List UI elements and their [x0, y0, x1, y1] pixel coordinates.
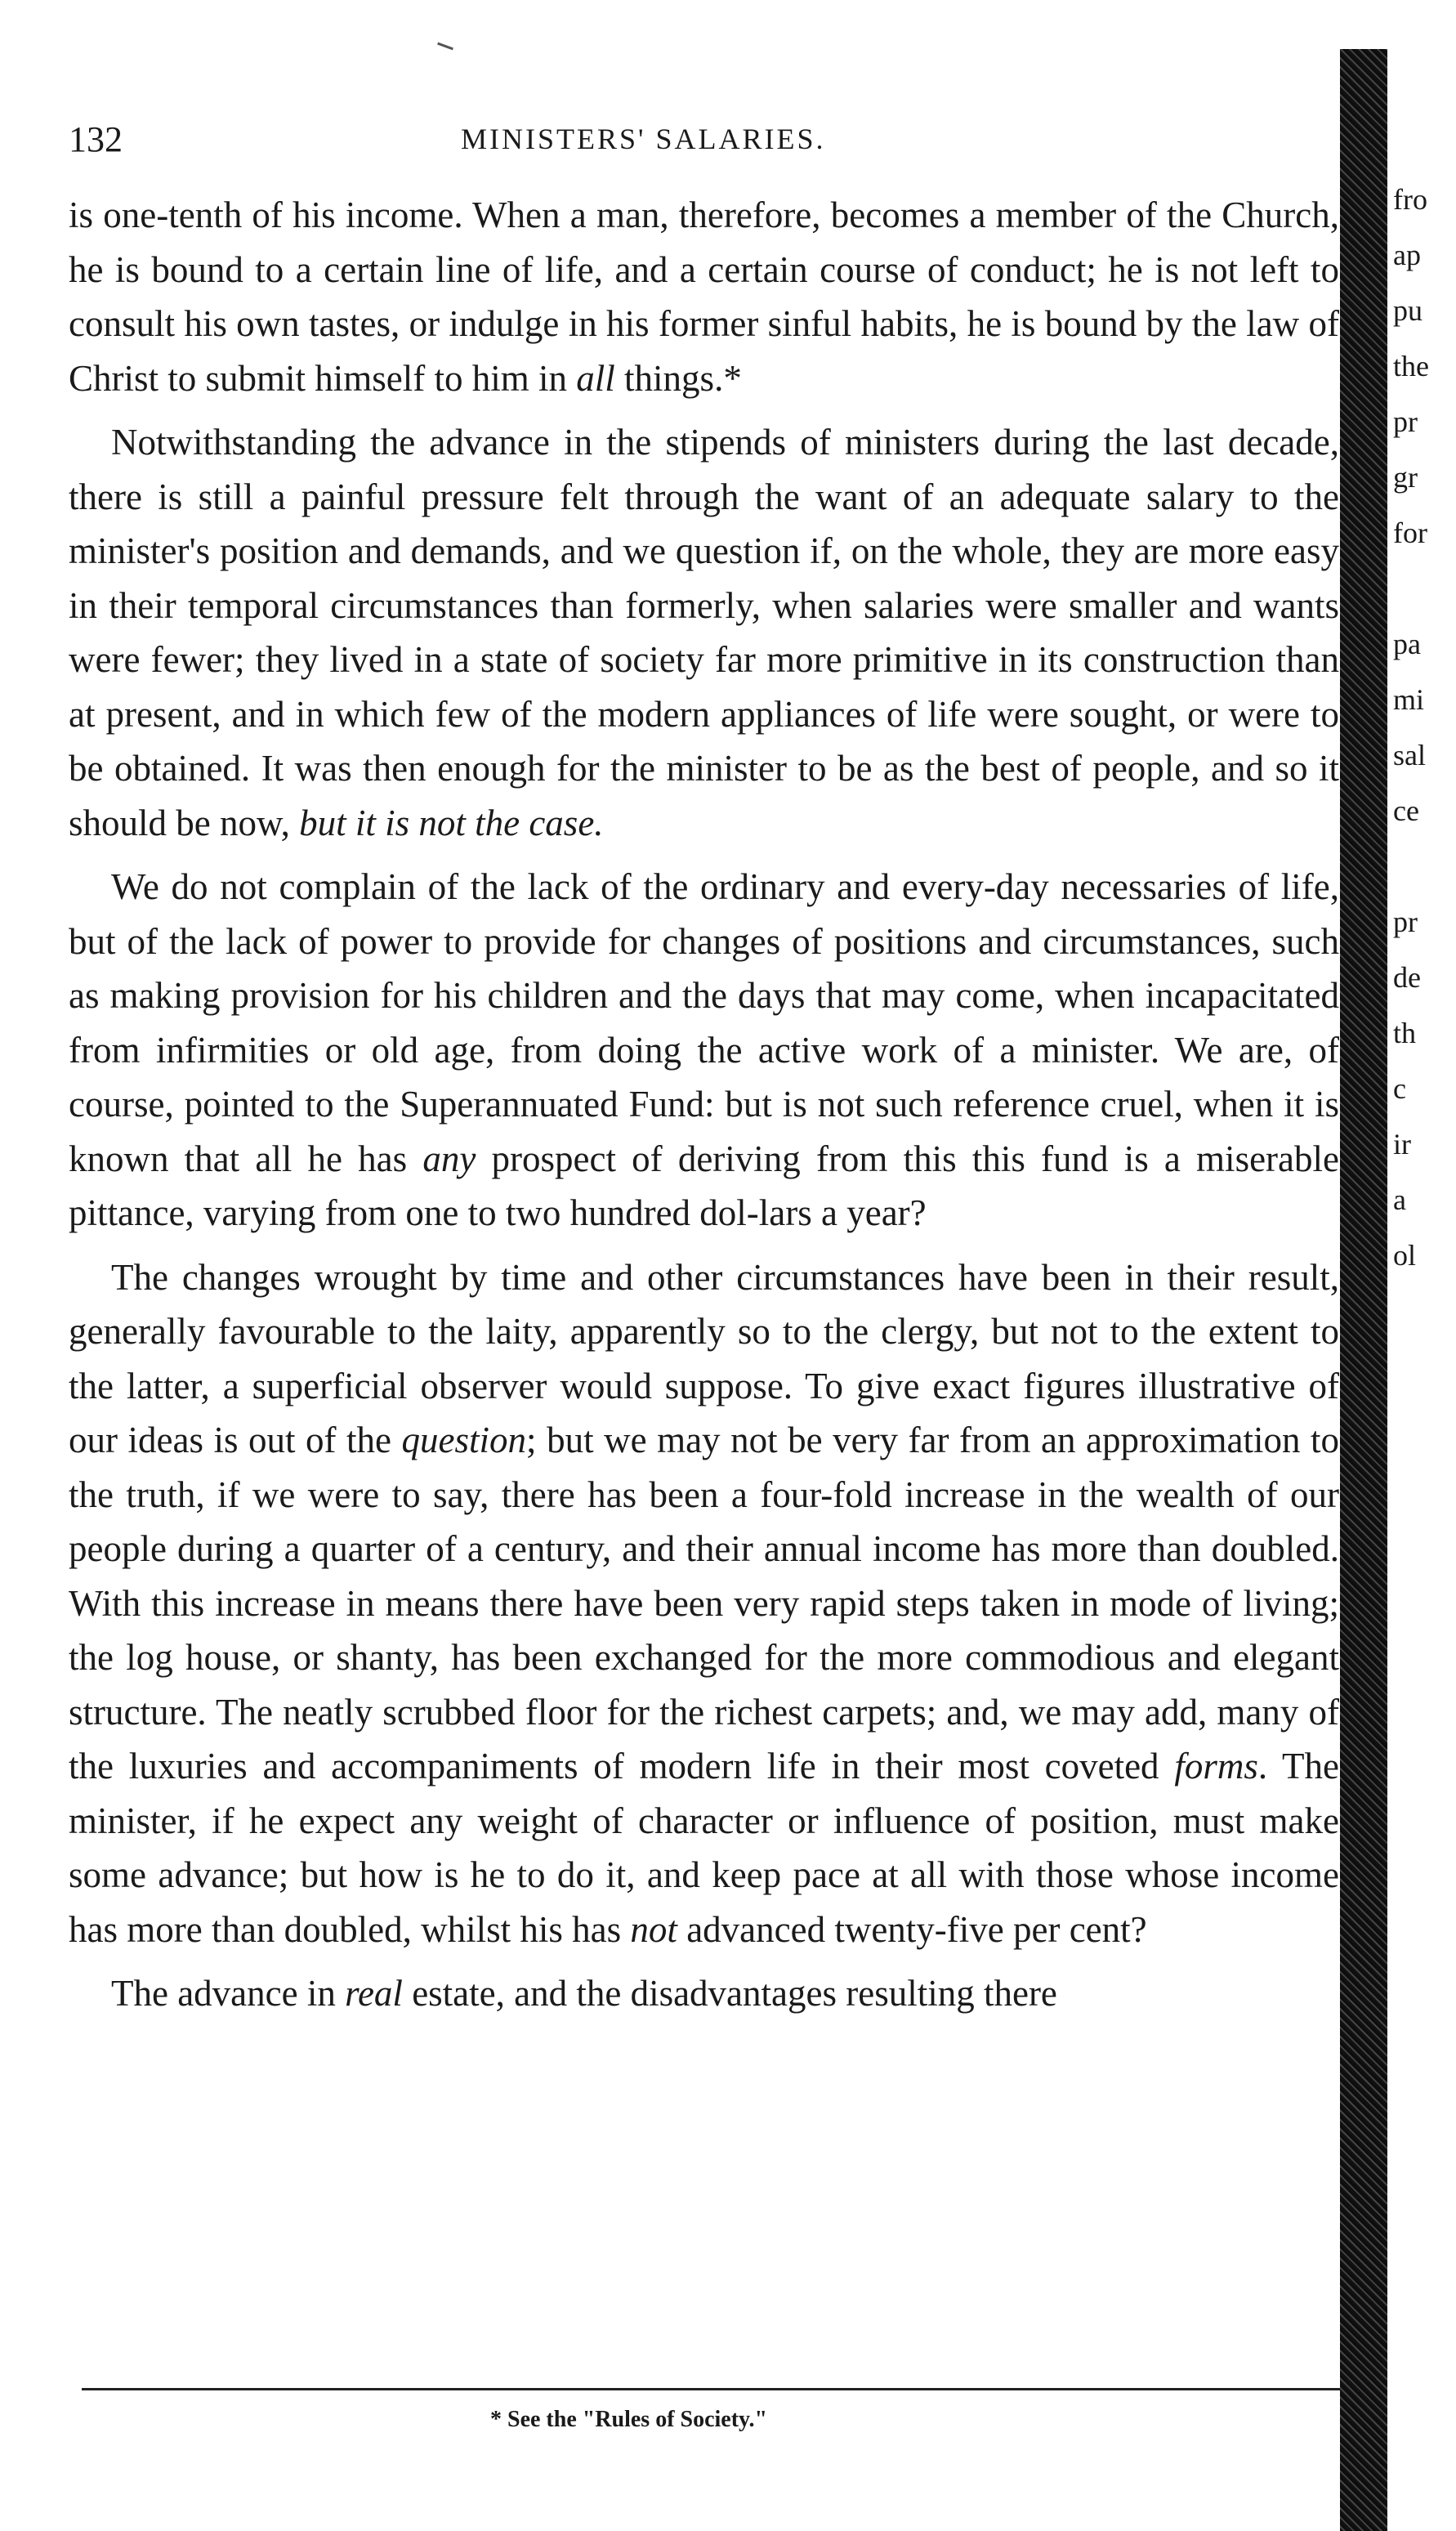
stray-mark	[437, 42, 453, 51]
adjacent-page-fragment	[1393, 172, 1456, 1283]
adjacent-fragment: pr	[1393, 906, 1418, 938]
adjacent-fragment: de	[1393, 961, 1421, 994]
running-title: MINISTERS' SALARIES.	[461, 123, 826, 155]
adjacent-fragment: ap	[1393, 239, 1421, 271]
paragraph-5: The advance in real estate, and the disadvantages resulting there	[111, 1973, 1057, 2014]
adjacent-fragment	[1393, 838, 1456, 894]
paragraph-1: is one-tenth of his income. When a man, therefore, becomes a member of the Church, he is bound to a certain line of life, and a certain course of conduct; he is not left to consult his own tastes, or indulge in his former sinful habits, he is bound by the law of Christ to submit himself to him in all things.*	[69, 195, 1339, 399]
adjacent-fragment: a	[1393, 1183, 1406, 1216]
adjacent-fragment: c	[1393, 1072, 1406, 1105]
adjacent-fragment: mi	[1393, 683, 1425, 716]
adjacent-fragment: pu	[1393, 294, 1423, 327]
paragraph-3: We do not complain of the lack of the ordinary and every-day necessaries of life, but of the lack of power to provide for changes of positions and circumstances, such as making provision for his children and the days that may come, when incapacitated from infirmities or old age, from doing the active work of a minister. We are, of course, pointed to the Superannuated Fund: but is not such reference cruel, when it is known that all he has any prospect of deriving from this this fund is a miserable pittance, varying from one to two hundred dol-lars a year?	[69, 866, 1339, 1233]
adjacent-fragment: sal	[1393, 739, 1426, 771]
adjacent-fragment: ol	[1393, 1239, 1417, 1272]
footnote-rule	[82, 2388, 1340, 2390]
adjacent-fragment: the	[1393, 350, 1429, 382]
paragraph-2: Notwithstanding the advance in the stipends of ministers during the last decade, there is still a painful pressure felt through the want of an adequate salary to the minister's position and demands, and we question if, on the whole, they are more easy in their temporal circumstances than formerly, when salaries were smaller and wants were fewer; they lived in a state of society far more primitive in its construction than at present, and in which few of the modern appliances of life were sought, or were to be obtained. It was then enough for the minister to be as the best of people, and so it should be now, but it is not the case.	[69, 422, 1339, 843]
adjacent-fragment: ce	[1393, 794, 1419, 827]
adjacent-fragment: fro	[1393, 183, 1427, 216]
adjacent-fragment: gr	[1393, 461, 1418, 494]
adjacent-fragment: th	[1393, 1017, 1417, 1049]
body-text	[69, 188, 1339, 2378]
adjacent-fragment	[1393, 561, 1456, 616]
adjacent-fragment: pa	[1393, 628, 1421, 660]
page-header	[69, 119, 1327, 168]
footnote: * See the "Rules of Society."	[490, 2407, 768, 2432]
adjacent-fragment: ir	[1393, 1128, 1411, 1160]
page-gutter-shadow	[1340, 49, 1387, 2531]
adjacent-fragment: pr	[1393, 405, 1418, 438]
page-number: 132	[69, 119, 123, 159]
paragraph-4: The changes wrought by time and other circumstances have been in their result, generally favourable to the laity, apparently so to the clergy, but not to the extent to the latter, a superficial observer would suppose. To give exact figures illustrative of our ideas is out of the question; but we may not be very far from an approximation to the truth, if we were to say, there has been a four-fold increase in the wealth of our people during a quarter of a century, and their annual income has more than doubled. With this increase in means there have been very rapid steps taken in mode of living; the log house, or shanty, has been exchanged for the more commodious and elegant structure. The neatly scrubbed floor for the richest carpets; and, we may add, many of the luxuries and accompaniments of modern life in their most coveted forms. The minister, if he expect any weight of character or influence of position, must make some advance; but how is he to do it, and keep pace at all with those whose income has more than doubled, whilst his has not advanced twenty-five per cent?	[69, 1256, 1339, 1950]
adjacent-fragment: for	[1393, 516, 1427, 549]
